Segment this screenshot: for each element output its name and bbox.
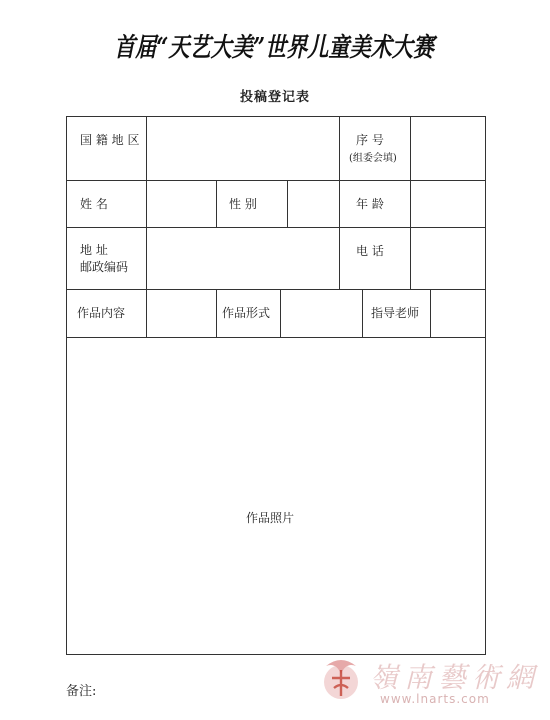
- label-gender: 性 别: [229, 197, 257, 211]
- label-nationality-region: 国 籍 地 区: [80, 133, 140, 147]
- label-name: 姓 名: [80, 197, 108, 211]
- remarks-label: 备注:: [66, 684, 97, 699]
- watermark-site-name: 嶺南藝術網: [370, 661, 541, 694]
- label-age: 年 龄: [356, 197, 384, 211]
- label-instructor: 指导老师: [371, 306, 420, 320]
- label-address: 地 址: [80, 243, 108, 257]
- contest-title-text: 首届“天艺大美”世界儿童美术大赛: [114, 33, 439, 63]
- label-work-content: 作品内容: [77, 306, 126, 320]
- form-title: 投稿登记表: [239, 90, 310, 105]
- label-postcode: 邮政编码: [80, 260, 129, 274]
- label-serial-note: (组委会填): [349, 153, 397, 164]
- watermark-url: www.lnarts.com: [380, 692, 490, 706]
- label-serial-number: 序 号: [356, 133, 384, 147]
- label-work-photo: 作品照片: [246, 511, 295, 525]
- label-work-form: 作品形式: [222, 306, 271, 320]
- lingnan-arts-logo-icon: [318, 652, 364, 702]
- label-phone: 电 话: [356, 244, 384, 258]
- table-border: [67, 117, 486, 655]
